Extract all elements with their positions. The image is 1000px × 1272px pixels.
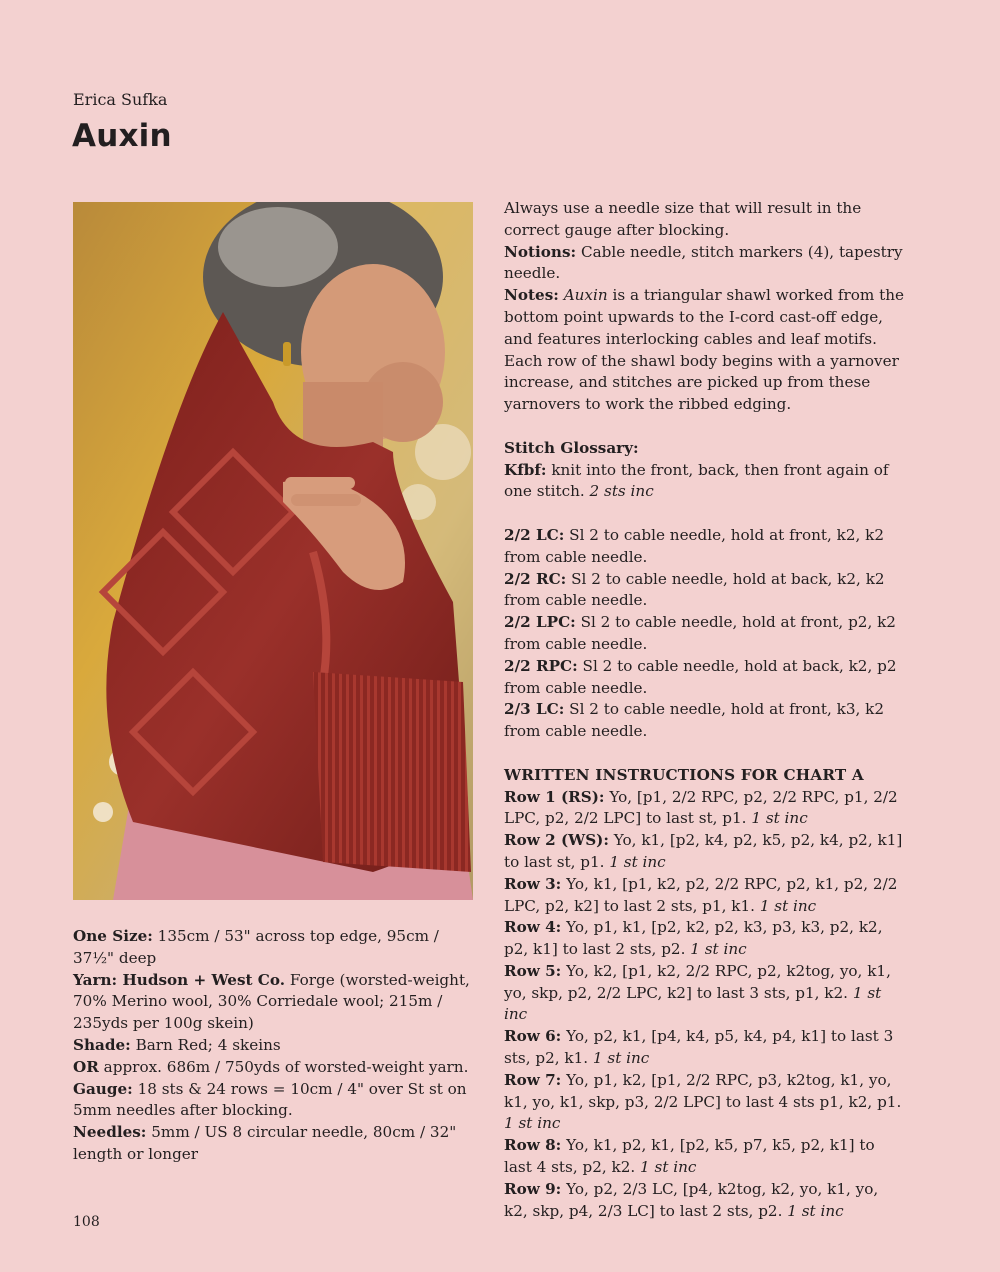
row-instruction: Row 1 (RS): Yo, [p1, 2/2 RPC, p2, 2/2 RPC, p1, 2/2 LPC, p2, 2/2 LPC] to last st, p1. 1 st inc	[504, 787, 898, 828]
spec-alternative: OR approx. 686m / 750yds of worsted-weight yarn.	[73, 1057, 469, 1076]
glossary-item: 2/3 LC: Sl 2 to cable needle, hold at front, k3, k2 from cable needle.	[504, 700, 885, 741]
notions: Notions: Cable needle, stitch markers (4), tapestry needle.	[504, 242, 903, 283]
woman-wearing-red-cabled-shawl-photo	[73, 202, 473, 900]
row-instruction: Row 4: Yo, p1, k1, [p2, k2, p2, k3, p3, k3, p2, k2, p2, k1] to last 2 sts, p2. 1 st inc	[504, 918, 883, 959]
intro-text: Always use a needle size that will result in the correct gauge after blocking.	[504, 199, 862, 239]
row-instruction: Row 8: Yo, k1, p2, k1, [p2, k5, p7, k5, p2, k1] to last 4 sts, p2, k2. 1 st inc	[504, 1136, 875, 1177]
spec-yarn: Yarn: Hudson + West Co. Forge (worsted-weight, 70% Merino wool, 30% Corriedale wool; 215m / 235yds per 100g skein)	[73, 970, 470, 1033]
pattern-instructions	[504, 198, 904, 1222]
chart-heading: WRITTEN INSTRUCTIONS FOR CHART A	[504, 765, 864, 784]
row-instruction: Row 5: Yo, k2, [p1, k2, 2/2 RPC, p2, k2tog, yo, k1, yo, skp, p2, 2/2 LPC, k2] to last 3 sts, p1, k2. 1 st inc	[504, 961, 891, 1024]
spec-size: One Size: 135cm / 53" across top edge, 95cm / 37½" deep	[73, 927, 439, 967]
pattern-title: Auxin	[72, 118, 172, 154]
glossary-item: 2/2 RPC: Sl 2 to cable needle, hold at back, k2, p2 from cable needle.	[504, 656, 897, 697]
row-instruction: Row 3: Yo, k1, [p1, k2, p2, 2/2 RPC, p2, k1, p2, 2/2 LPC, p2, k2] to last 2 sts, p1, k1. 1 st inc	[504, 874, 898, 915]
glossary-kfbf: Kfbf: knit into the front, back, then front again of one stitch. 2 sts inc	[504, 460, 889, 501]
spec-shade: Shade: Barn Red; 4 skeins	[73, 1035, 281, 1054]
row-instruction: Row 6: Yo, p2, k1, [p4, k4, p5, k4, p4, k1] to last 3 sts, p2, k1. 1 st inc	[504, 1027, 894, 1068]
notes: Notes: Auxin is a triangular shawl worked from the bottom point upwards to the I-cord cast-off edge, and features interlocking cables and leaf motifs. Each row of the shawl body begins with a yarnover increase, and stitches are picked up from these yarnovers to work the ribbed edging.	[504, 286, 904, 414]
spec-gauge: Gauge: 18 sts & 24 rows = 10cm / 4" over St st on 5mm needles after blocking.	[73, 1079, 467, 1120]
row-instruction: Row 2 (WS): Yo, k1, [p2, k4, p2, k5, p2, k4, p2, k1] to last st, p1. 1 st inc	[504, 831, 903, 871]
glossary-item: 2/2 LC: Sl 2 to cable needle, hold at front, k2, k2 from cable needle.	[504, 525, 885, 566]
author-name: Erica Sufka	[73, 90, 168, 109]
spec-needles: Needles: 5mm / US 8 circular needle, 80cm / 32" length or longer	[73, 1123, 457, 1163]
glossary-item: 2/2 RC: Sl 2 to cable needle, hold at back, k2, k2 from cable needle.	[504, 569, 885, 610]
row-instruction: Row 9: Yo, p2, 2/3 LC, [p4, k2tog, k2, yo, k1, yo, k2, skp, p4, 2/3 LC] to last 2 sts, p2. 1 st inc	[504, 1179, 879, 1220]
glossary-item: 2/2 LPC: Sl 2 to cable needle, hold at front, p2, k2 from cable needle.	[504, 613, 896, 653]
glossary-heading: Stitch Glossary:	[504, 438, 639, 457]
pattern-specs	[73, 926, 473, 1166]
row-instruction: Row 7: Yo, p1, k2, [p1, 2/2 RPC, p3, k2tog, k1, yo, k1, yo, k1, skp, p3, 2/2 LPC] to last 4 sts p1, k2, p1. 1 st inc	[504, 1070, 902, 1133]
page-number: 108	[73, 1214, 100, 1230]
